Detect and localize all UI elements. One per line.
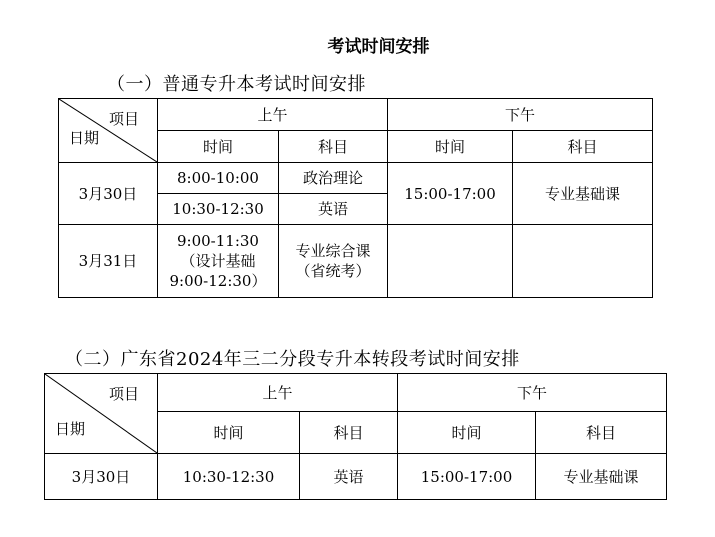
am-subject-cell: 政治理论 (279, 163, 388, 194)
am-subject-line: 专业综合课 (295, 242, 371, 260)
pm-time-cell: 15:00-17:00 (398, 454, 536, 500)
table-row (59, 225, 653, 298)
am-subject-header: 科目 (279, 131, 388, 163)
am-subject-cell: 英语 (300, 454, 398, 500)
date-cell: 3月30日 (59, 163, 158, 225)
am-time-line: （设计基础 (180, 252, 256, 270)
header-corner-cell (59, 99, 158, 163)
page-title: 考试时间安排 (327, 37, 430, 57)
am-time-cell: 10:30-12:30 (158, 454, 300, 500)
header-corner-cell (45, 374, 158, 454)
morning-header: 上午 (158, 374, 398, 412)
pm-subject-cell: 专业基础课 (513, 163, 653, 225)
exam-schedule-table-2 (44, 373, 667, 500)
pm-time-cell: 15:00-17:00 (388, 163, 513, 225)
pm-subject-cell (513, 225, 653, 298)
am-time-cell: 10:30-12:30 (158, 194, 279, 225)
am-time-line: 9:00-12:30） (169, 272, 267, 290)
corner-date-label: 日期 (69, 129, 100, 147)
section-1-heading: （一）普通专升本考试时间安排 (107, 74, 366, 95)
am-time-header: 时间 (158, 131, 279, 163)
morning-header: 上午 (158, 99, 388, 131)
am-time-cell (158, 225, 279, 298)
section-2-heading: （二）广东省2024年三二分段专升本转段考试时间安排 (65, 349, 520, 370)
corner-date-label: 日期 (55, 420, 86, 438)
pm-time-header: 时间 (388, 131, 513, 163)
corner-item-label: 项目 (108, 385, 139, 403)
afternoon-header: 下午 (398, 374, 667, 412)
pm-subject-cell: 专业基础课 (536, 454, 667, 500)
exam-schedule-table-1 (58, 98, 653, 298)
pm-subject-header: 科目 (513, 131, 653, 163)
am-subject-line: （省统考） (295, 262, 371, 280)
am-subject-cell: 英语 (279, 194, 388, 225)
table-row (59, 163, 653, 194)
am-subject-header: 科目 (300, 412, 398, 454)
diagonal-divider (45, 374, 157, 453)
date-cell: 3月31日 (59, 225, 158, 298)
am-subject-cell (279, 225, 388, 298)
pm-time-cell (388, 225, 513, 298)
am-time-header: 时间 (158, 412, 300, 454)
am-time-cell: 8:00-10:00 (158, 163, 279, 194)
pm-time-header: 时间 (398, 412, 536, 454)
am-time-line: 9:00-11:30 (177, 232, 259, 250)
corner-item-label: 项目 (108, 110, 139, 128)
afternoon-header: 下午 (388, 99, 653, 131)
date-cell: 3月30日 (45, 454, 158, 500)
table-row (45, 454, 667, 500)
pm-subject-header: 科目 (536, 412, 667, 454)
